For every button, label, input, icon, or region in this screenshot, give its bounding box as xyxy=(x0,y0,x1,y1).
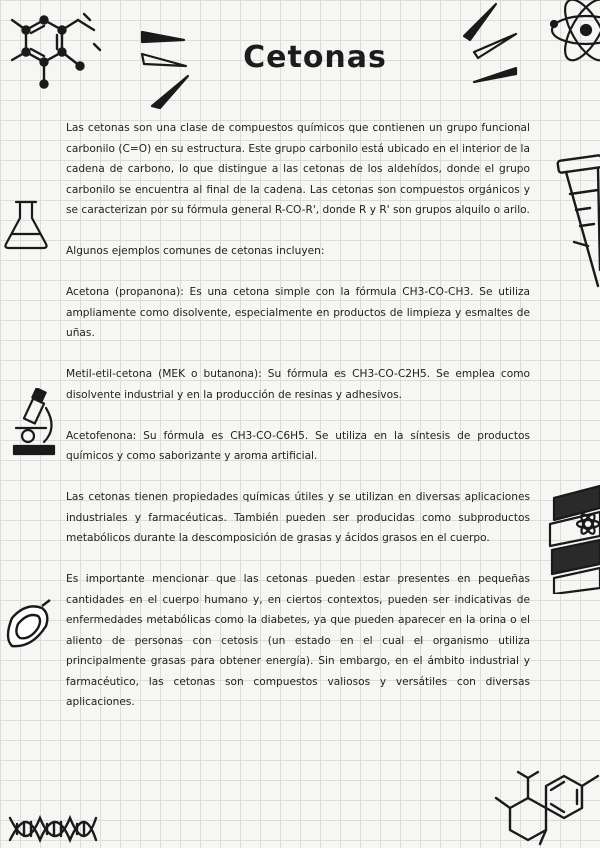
dna-icon xyxy=(8,814,98,844)
microscope-icon xyxy=(6,388,60,458)
example-acetona: Acetona (propanona): Es una cetona simple con la fórmula CH3-CO-CH3. Se utiliza ampliamente como disolvente, especialmente en productos de limpieza y esmaltes de uñas. xyxy=(66,286,530,339)
intro-paragraph: Las cetonas son una clase de compuestos químicos que contienen un grupo funcional carbonilo (C=O) en su estructura. Este grupo carbonilo está ubicado en el interior de la cadena de carbono, lo que distingue a las cetonas de los aldehídos, donde el grupo carbonilo se encuentra al final de la cadena. Las cetonas son compuestos orgánicos y se caracterizan por su fórmula general R-CO-R', donde R y R' son grupos alquilo o arilo. xyxy=(66,122,530,216)
books-icon xyxy=(548,484,600,594)
properties-paragraph: Las cetonas tienen propiedades químicas útiles y se utilizan en diversas aplicaciones industriales y farmacéuticas. También pueden ser producidas como subproductos metabólicos durante la descomposición de grasas y ácidos grasos en el cuerpo. xyxy=(66,491,530,544)
health-paragraph: Es importante mencionar que las cetonas pueden estar presentes en pequeñas cantidades en el cuerpo humano y, en ciertos contextos, pueden ser indicativas de enfermedades metabólicas como la diabetes, ya que pueden aparecer en la orina o el aliento de personas con cetosis (un estado en el cual el organismo utiliza principalmente grasas para obtener energía). Sin embargo, en el ámbito industrial y farmacéutico, las cetonas son compuestos valiosos y versátiles con diversas aplicaciones. xyxy=(66,573,530,708)
test-tube-icon xyxy=(554,150,600,292)
example-mek: Metil-etil-cetona (MEK o butanona): Su fórmula es CH3-CO-C2H5. Se emplea como disolvente industrial y en la producción de resinas y adhesivos. xyxy=(66,368,530,401)
safety-goggles-icon xyxy=(2,598,54,654)
example-acetofenona: Acetofenona: Su fórmula es CH3-CO-C6H5. Se utiliza en la síntesis de productos químicos y como saborizante y aroma artificial. xyxy=(66,429,530,462)
document-body xyxy=(66,118,530,713)
flask-icon xyxy=(2,198,52,252)
page-title: Cetonas xyxy=(243,40,387,75)
examples-heading: Algunos ejemplos comunes de cetonas incluyen: xyxy=(66,245,325,257)
molecule-structure-icon xyxy=(494,764,600,848)
